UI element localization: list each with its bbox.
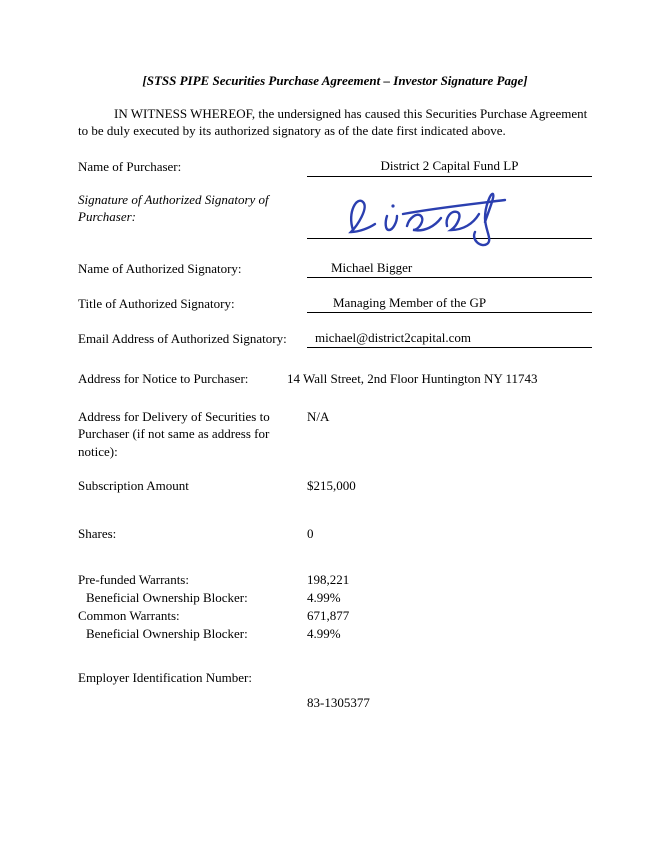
shares-value: 0: [307, 525, 314, 541]
ein-value: 83-1305377: [307, 695, 370, 711]
prefunded-warrants-value: 198,221: [307, 572, 350, 588]
field-prefunded-warrants: [78, 571, 592, 589]
field-delivery-address: [78, 408, 592, 460]
witness-clause: IN WITNESS WHEREOF, the undersigned has caused this Securities Purchase Agreement to be duly executed by its authorized signatory as of the date first indicated above.: [78, 106, 588, 139]
signatory-title-label: Title of Authorized Signatory:: [78, 295, 235, 311]
warrants-section: [78, 571, 592, 643]
field-signatory-email: [78, 329, 592, 348]
signatory-name-label: Name of Authorized Signatory:: [78, 260, 242, 276]
signature-line: [307, 191, 592, 239]
purchaser-name-label: Name of Purchaser:: [78, 159, 182, 175]
purchaser-name-value: District 2 Capital Fund LP: [307, 157, 592, 176]
field-ein: [78, 669, 592, 687]
handwritten-signature-icon: [343, 186, 533, 248]
field-signature: [78, 191, 592, 239]
shares-label: Shares:: [78, 525, 117, 541]
ein-label: Employer Identification Number:: [78, 670, 253, 686]
common-blocker-value: 4.99%: [307, 626, 341, 642]
document-title: [STSS PIPE Securities Purchase Agreement – Investor Signature Page]: [142, 73, 528, 88]
prefunded-blocker-value: 4.99%: [307, 590, 341, 606]
notice-address-label: Address for Notice to Purchaser:: [78, 371, 249, 387]
field-signatory-title: [78, 294, 592, 313]
field-subscription-amount: [78, 477, 592, 495]
delivery-address-value: N/A: [307, 409, 330, 425]
signatory-email-label: Email Address of Authorized Signatory:: [78, 330, 287, 346]
field-shares: [78, 525, 592, 543]
subscription-amount-label: Subscription Amount: [78, 477, 189, 493]
prefunded-blocker-label: Beneficial Ownership Blocker:: [86, 590, 248, 606]
signatory-email-value: michael@district2capital.com: [307, 329, 592, 348]
common-warrants-value: 671,877: [307, 608, 350, 624]
signatory-name-value: Michael Bigger: [307, 259, 592, 278]
notice-address-value: 14 Wall Street, 2nd Floor Huntington NY 11743: [287, 371, 538, 387]
field-purchaser-name: [78, 157, 592, 176]
signatory-title-value: Managing Member of the GP: [307, 294, 592, 313]
field-notice-address: [78, 370, 592, 388]
field-prefunded-blocker: [78, 589, 592, 607]
ein-label-spacer: [307, 669, 592, 670]
prefunded-warrants-label: Pre-funded Warrants:: [78, 572, 189, 588]
subscription-amount-value: $215,000: [307, 477, 356, 493]
common-warrants-label: Common Warrants:: [78, 608, 180, 624]
field-common-blocker: [78, 625, 592, 643]
delivery-address-label: Address for Delivery of Securities to Purchaser (if not same as address for notice):: [78, 409, 270, 459]
field-signatory-name: [78, 259, 592, 278]
field-common-warrants: [78, 607, 592, 625]
signature-label: Signature of Authorized Signatory of Purchaser:: [78, 191, 269, 224]
common-blocker-label: Beneficial Ownership Blocker:: [86, 626, 248, 642]
